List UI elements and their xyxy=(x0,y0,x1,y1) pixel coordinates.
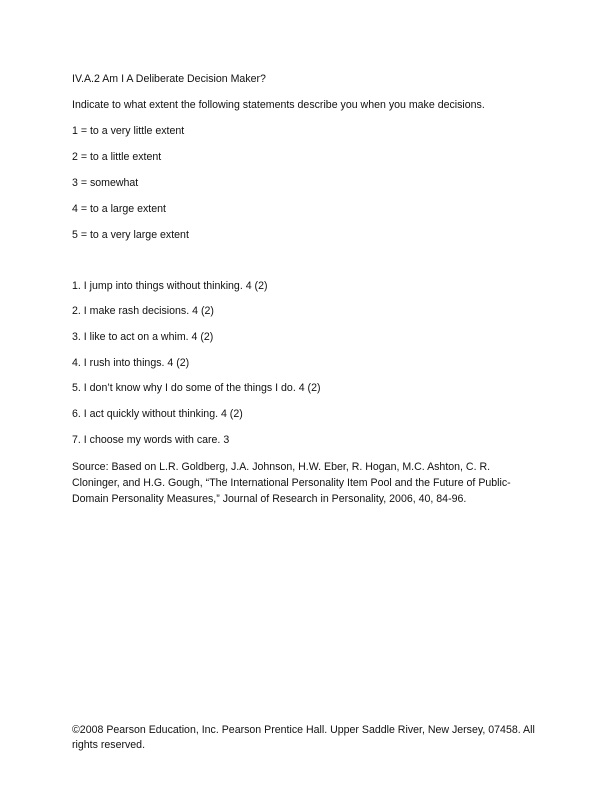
statement-item-2: 2. I make rash decisions. 4 (2) xyxy=(72,305,214,317)
statement-item-7: 7. I choose my words with care. 3 xyxy=(72,434,230,446)
scale-item-1: 1 = to a very little extent xyxy=(72,125,185,137)
source-citation: Source: Based on L.R. Goldberg, J.A. Johnson, H.W. Eber, R. Hogan, M.C. Ashton, C. R. Cloninger, and H.G. Gough, “The International Personality Item Pool and the Future of Public-Domain Personality Measures,” Journal of Research in Personality, 2006, 40, 84-96. xyxy=(72,461,511,505)
statement-item-4: 4. I rush into things. 4 (2) xyxy=(72,357,190,369)
scale-item-3: 3 = somewhat xyxy=(72,177,139,189)
scale-item-5: 5 = to a very large extent xyxy=(72,229,189,241)
statement-item-3: 3. I like to act on a whim. 4 (2) xyxy=(72,331,214,343)
statement-item-6: 6. I act quickly without thinking. 4 (2) xyxy=(72,408,243,420)
scale-item-4: 4 = to a large extent xyxy=(72,203,166,215)
statement-item-1: 1. I jump into things without thinking. 4 (2) xyxy=(72,280,268,292)
instructions-text: Indicate to what extent the following statements describe you when you make decisions. xyxy=(72,99,485,111)
scale-item-2: 2 = to a little extent xyxy=(72,151,162,163)
page-title: IV.A.2 Am I A Deliberate Decision Maker? xyxy=(72,73,266,85)
copyright-footer: ©2008 Pearson Education, Inc. Pearson Prentice Hall. Upper Saddle River, New Jersey, 07458. All rights reserved. xyxy=(72,724,535,751)
statement-item-5: 5. I don’t know why I do some of the things I do. 4 (2) xyxy=(72,382,321,394)
